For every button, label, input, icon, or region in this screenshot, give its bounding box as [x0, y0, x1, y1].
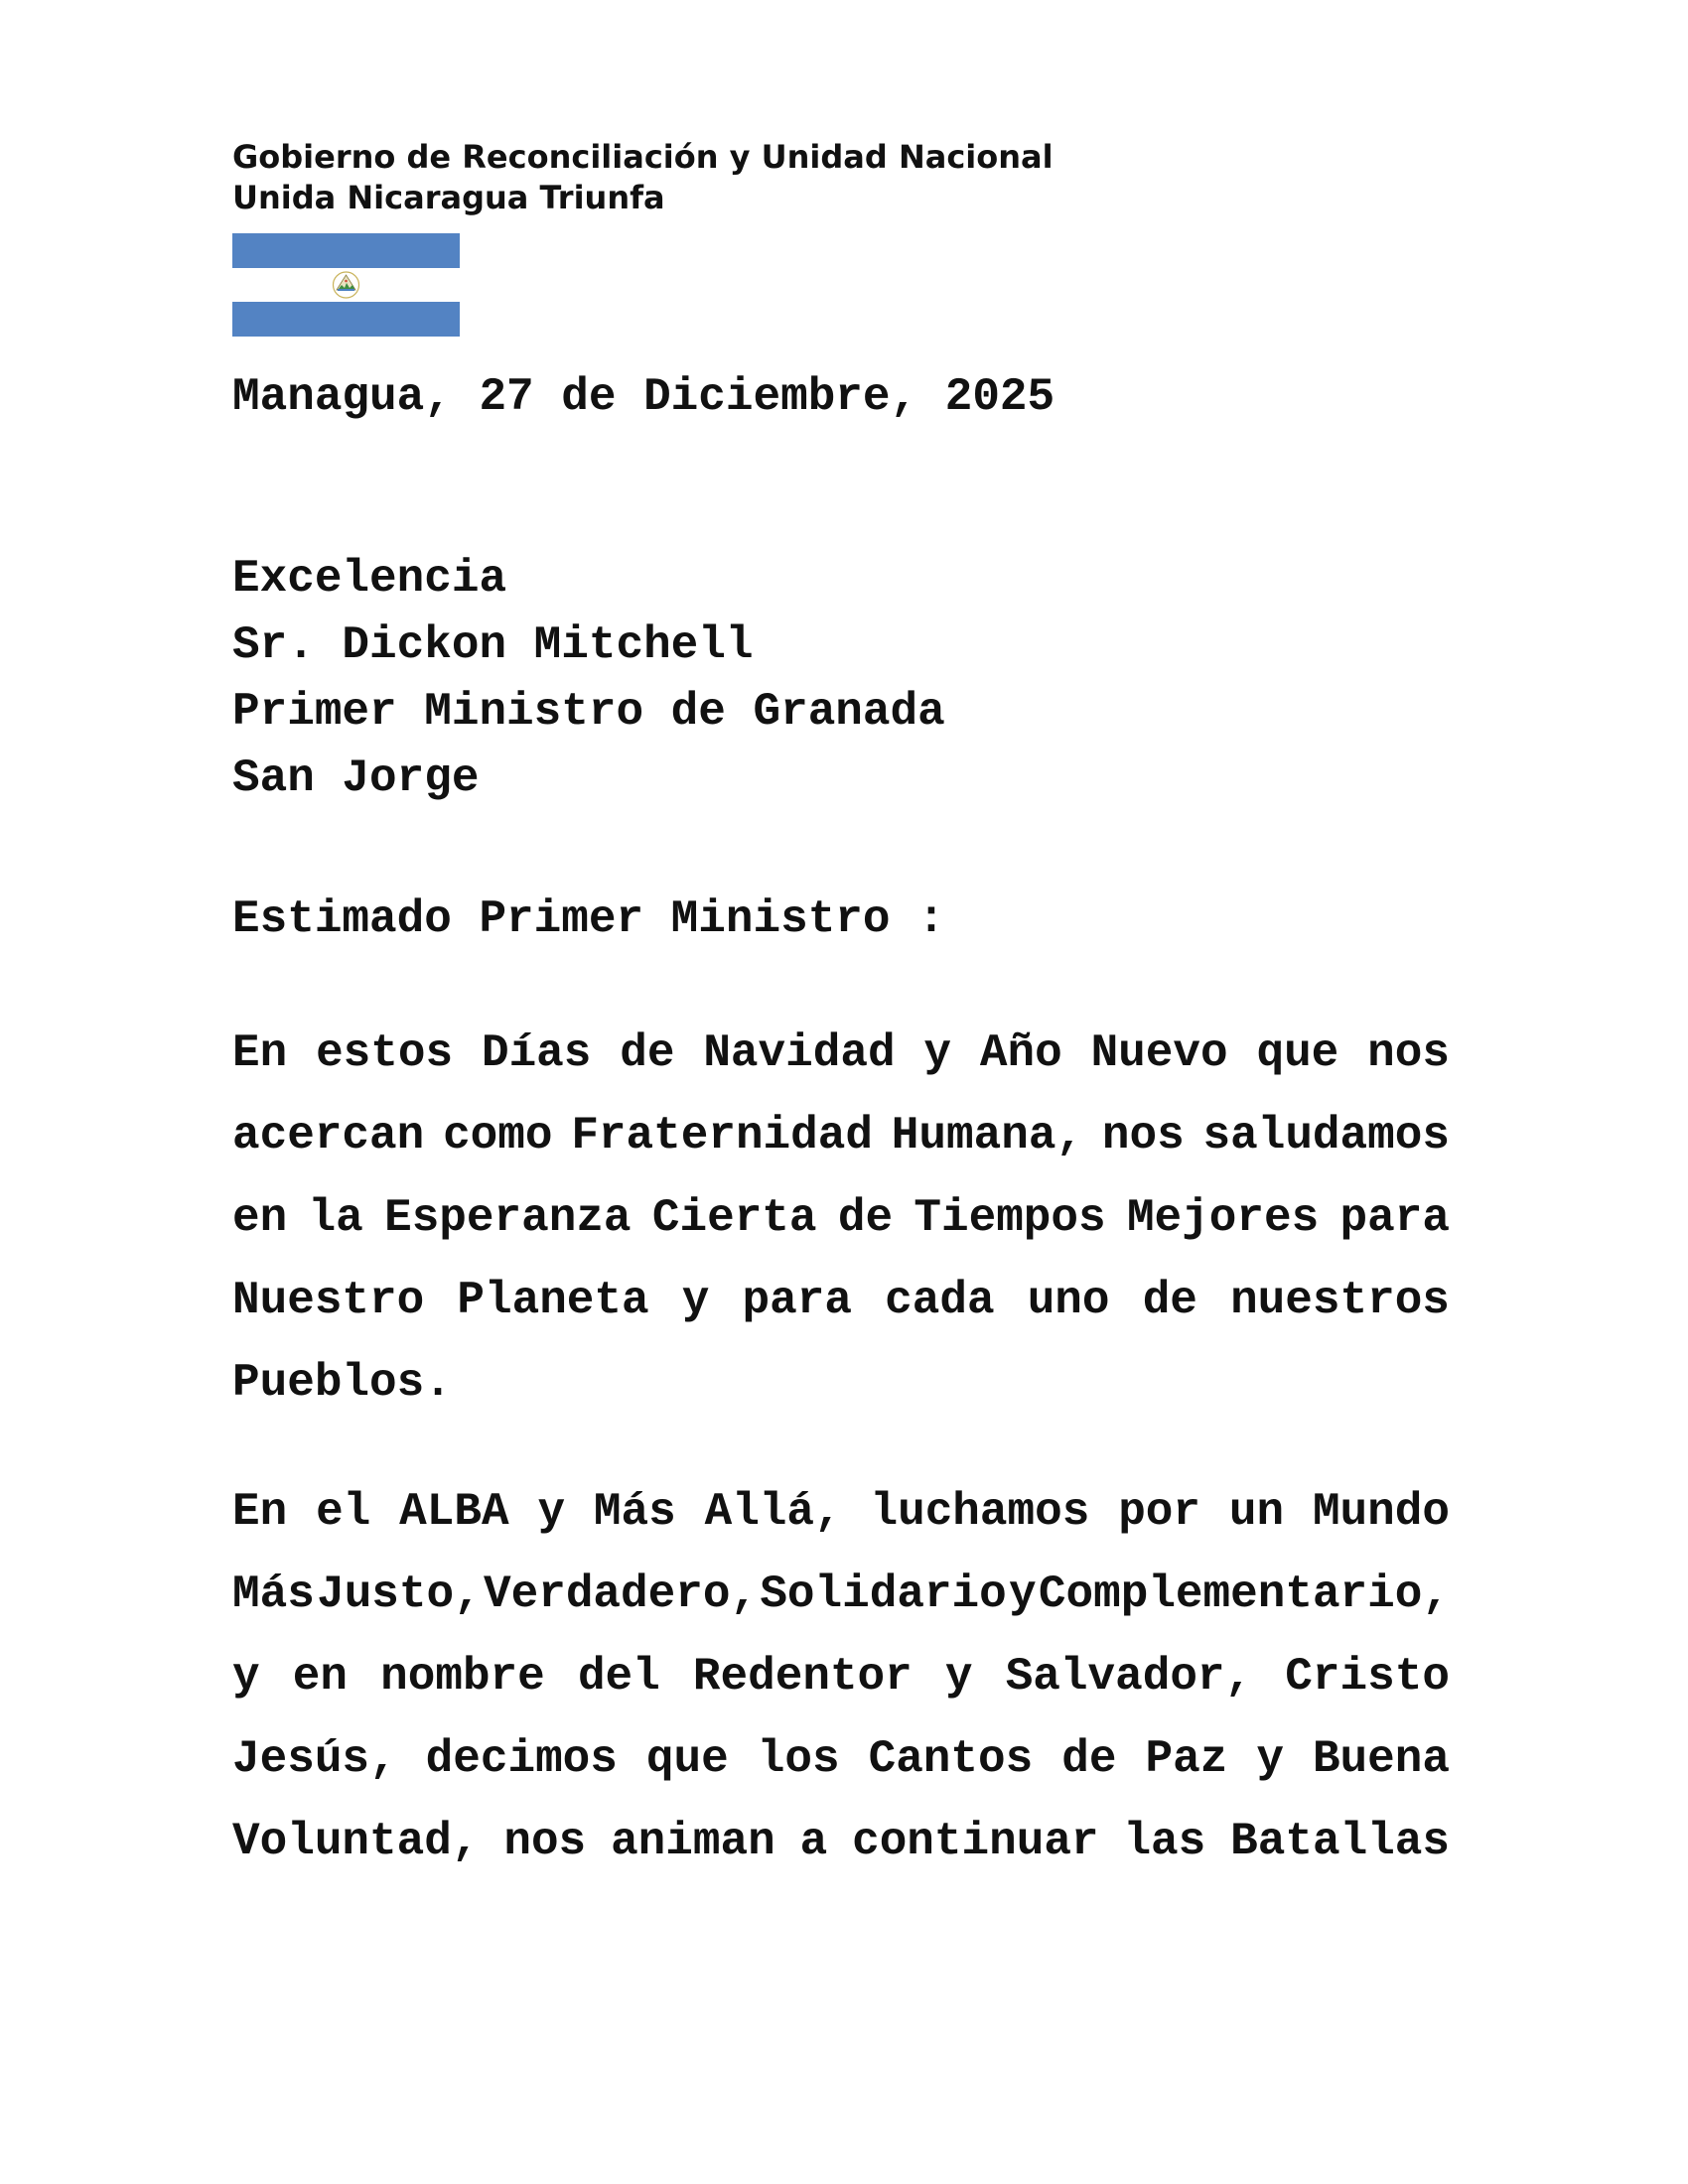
paragraph-line — [232, 1342, 1450, 1425]
body-paragraph-1 — [232, 1013, 1450, 1425]
word: del — [577, 1651, 660, 1703]
nicaragua-flag-icon — [232, 233, 460, 337]
word: que — [645, 1733, 729, 1785]
salutation: Estimado Primer Ministro : — [232, 893, 945, 945]
word: Nuevo — [1090, 1027, 1228, 1079]
word: Cierta — [651, 1192, 817, 1244]
word: En — [232, 1486, 288, 1538]
recipient-block — [232, 546, 945, 812]
word: nos — [1101, 1110, 1185, 1161]
word: la — [308, 1192, 363, 1244]
word: de — [1142, 1275, 1197, 1326]
recipient-name: Sr. Dickon Mitchell — [232, 619, 754, 671]
word: animan — [611, 1816, 775, 1867]
word: nos — [1367, 1027, 1450, 1079]
word: Paz — [1145, 1733, 1228, 1785]
word: nuestros — [1230, 1275, 1450, 1326]
word: para — [1339, 1192, 1450, 1244]
paragraph-line — [232, 1636, 1450, 1718]
word: Redentor — [692, 1651, 913, 1703]
word: Buena — [1312, 1733, 1450, 1785]
word: decimos — [425, 1733, 618, 1785]
word: los — [757, 1733, 840, 1785]
letterhead — [232, 137, 1054, 218]
word: de — [620, 1027, 675, 1079]
word: nos — [503, 1816, 587, 1867]
word: Cantos — [868, 1733, 1034, 1785]
word: Mejores — [1126, 1192, 1320, 1244]
word: Salvador, — [1005, 1651, 1253, 1703]
body-paragraph-2 — [232, 1471, 1450, 1883]
word: Planeta — [457, 1275, 649, 1326]
word: Complementario, — [1038, 1569, 1450, 1620]
word: Jesús, — [232, 1733, 397, 1785]
paragraph-line — [232, 1260, 1450, 1342]
recipient-honorific: Excelencia — [232, 553, 507, 605]
word: que — [1256, 1027, 1339, 1079]
word: Verdadero, — [484, 1569, 759, 1620]
word: Esperanza — [384, 1192, 632, 1244]
word: en — [232, 1192, 288, 1244]
word: Batallas — [1230, 1816, 1450, 1867]
word: Nuestro — [232, 1275, 425, 1326]
word: y — [232, 1651, 260, 1703]
recipient-title: Primer Ministro de Granada — [232, 686, 945, 738]
letterhead-line-motto: Unida Nicaragua Triunfa — [232, 179, 665, 216]
recipient-location: San Jorge — [232, 752, 480, 804]
word: uno — [1027, 1275, 1110, 1326]
word: y — [1256, 1733, 1284, 1785]
word: Año — [979, 1027, 1062, 1079]
paragraph-line — [232, 1801, 1450, 1883]
word: En — [232, 1027, 288, 1079]
word: Cristo — [1285, 1651, 1450, 1703]
letter-date: Managua, 27 de Diciembre, 2025 — [232, 371, 1055, 423]
word: estos — [316, 1027, 454, 1079]
paragraph-line — [232, 1554, 1450, 1636]
paragraph-line — [232, 1177, 1450, 1260]
word: para — [742, 1275, 852, 1326]
word: Días — [481, 1027, 592, 1079]
word: y — [1009, 1569, 1037, 1620]
word: y — [537, 1486, 566, 1538]
word: continuar — [852, 1816, 1099, 1867]
paragraph-line — [232, 1471, 1450, 1554]
word: y — [944, 1651, 973, 1703]
word: de — [1061, 1733, 1117, 1785]
word: por — [1118, 1486, 1201, 1538]
word: como — [443, 1110, 553, 1161]
word: Pueblos. — [232, 1357, 452, 1409]
word: nombre — [380, 1651, 545, 1703]
word: Mundo — [1312, 1486, 1450, 1538]
paragraph-line — [232, 1718, 1450, 1801]
paragraph-line — [232, 1095, 1450, 1177]
word: un — [1228, 1486, 1285, 1538]
word: el — [316, 1486, 371, 1538]
word: ALBA — [399, 1486, 509, 1538]
coat-of-arms-emblem — [334, 272, 359, 298]
word: Más — [232, 1569, 315, 1620]
word: cada — [885, 1275, 995, 1326]
word: acercan — [232, 1110, 425, 1161]
word: Solidario — [760, 1569, 1007, 1620]
word: y — [923, 1027, 952, 1079]
word: Navidad — [703, 1027, 896, 1079]
paragraph-line — [232, 1013, 1450, 1095]
word: Voluntad, — [232, 1816, 480, 1867]
word: las — [1123, 1816, 1206, 1867]
word: luchamos — [870, 1486, 1090, 1538]
word: Allá, — [704, 1486, 842, 1538]
word: en — [292, 1651, 348, 1703]
word: Justo, — [317, 1569, 482, 1620]
word: de — [837, 1192, 894, 1244]
word: saludamos — [1202, 1110, 1450, 1161]
word: Fraternidad — [571, 1110, 873, 1161]
word: Humana, — [891, 1110, 1084, 1161]
word: Más — [593, 1486, 676, 1538]
word: y — [681, 1275, 710, 1326]
word: Tiempos — [914, 1192, 1106, 1244]
word: a — [799, 1816, 828, 1867]
letterhead-line-government: Gobierno de Reconciliación y Unidad Nacional — [232, 138, 1054, 176]
